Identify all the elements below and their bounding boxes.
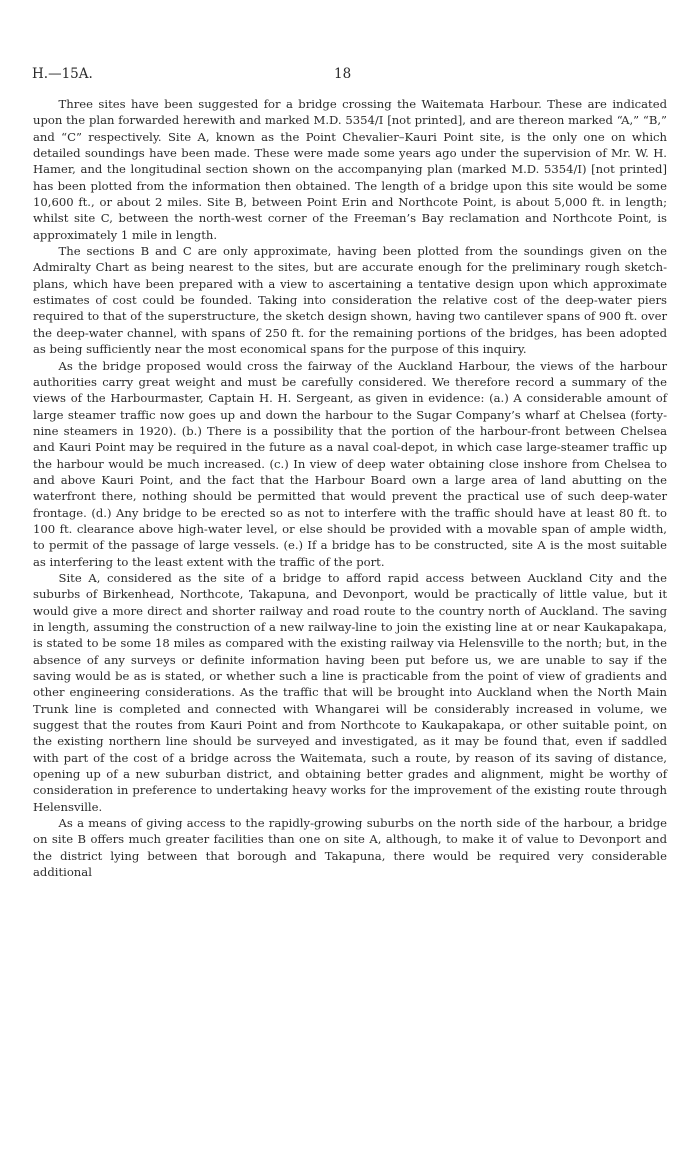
body-text: [33, 96, 667, 881]
paragraph: The sections B and C are only approximate, having been plotted from the soundings given on the Admiralty Chart as being nearest to the sites, but are accurate enough for the preliminary rough sketch-plans, which have been prepared with a view to ascertaining a tentative design upon which approximate estimates of cost could be founded. Taking into consideration the relative cost of the deep-water piers required to that of the superstructure, the sketch design shown, having two cantilever spans of 900 ft. over the deep-water channel, with spans of 250 ft. for the remaining portions of the bridges, has been adopted as being sufficiently near the most economical spans for the purpose of this inquiry.: [33, 244, 667, 357]
paragraph: As a means of giving access to the rapidly-growing suburbs on the north side of the harbour, a bridge on site B offers much greater facilities than one on site A, although, to make it of value to Devonport and the district lying between that borough and Takapuna, there would be required very considerable additional: [33, 816, 667, 880]
document-reference: H.—15A.: [32, 66, 93, 82]
paragraph: Three sites have been suggested for a bridge crossing the Waitemata Harbour. These are indicated upon the plan forwarded herewith and marked M.D. 5354/I [not printed], and are thereon marked “A,” “B,” and “C” respectively. Site A, known as the Point Chevalier–Kauri Point site, is the only one on which detailed soundings have been made. These were made some years ago under the supervision of Mr. W. H. Hamer, and the longitudinal section shown on the accompanying plan (marked M.D. 5354/I) [not printed] has been plotted from the information then obtained. The length of a bridge upon this site would be some 10,600 ft., or about 2 miles. Site B, between Point Erin and Northcote Point, is about 5,000 ft. in length; whilst site C, between the north-west corner of the Freeman’s Bay reclamation and Northcote Point, is approximately 1 mile in length.: [33, 97, 667, 242]
page-header: [32, 66, 668, 86]
paragraph: As the bridge proposed would cross the fairway of the Auckland Harbour, the views of the harbour authorities carry great weight and must be carefully considered. We therefore record a summary of the views of the Harbourmaster, Captain H. H. Sergeant, as given in evidence: (a.) A considerable amount of large steamer traffic now goes up and down the harbour to the Sugar Company’s wharf at Chelsea (forty-nine steamers in 1920). (b.) There is a possibility that the portion of the harbour-front between Chelsea and Kauri Point may be required in the future as a naval coal-depot, in which case large-steamer traffic up the harbour would be much increased. (c.) In view of deep water obtaining close inshore from Chelsea to and above Kauri Point, and the fact that the Harbour Board own a large area of land abutting on the waterfront there, nothing should be permitted that would prevent the practical use of such deep-water frontage. (d.) Any bridge to be erected so as not to interfere with the traffic should have at least 80 ft. to 100 ft. clearance above high-water level, or else should be provided with a movable span of ample width, to permit of the passage of large vessels. (e.) If a bridge has to be constructed, site A is the most suitable as interfering to the least extent with the traffic of the port.: [33, 358, 667, 569]
paragraph: Site A, considered as the site of a bridge to afford rapid access between Auckland City and the suburbs of Birkenhead, Northcote, Takapuna, and Devonport, would be practically of little value, but it would give a more direct and shorter railway and road route to the country north of Auckland. The saving in length, assuming the construction of a new railway-line to join the existing line at or near Kaukapakapa, is stated to be some 18 miles as compared with the existing railway via Helensville to the north; but, in the absence of any surveys or definite information having been put before us, we are unable to say if the saving would be as is stated, or whether such a line is practicable from the point of view of gradients and other engineering considerations. As the traffic that will be brought into Auckland when the North Main Trunk line is completed and connected with Whangarei will be considerably increased in volume, we suggest that the routes from Kauri Point and from Northcote to Kaukapakapa, or other suitable point, on the existing northern line should be surveyed and investigated, as it may be found that, even if saddled with part of the cost of a bridge across the Waitemata, such a route, by reason of its saving of distance, opening up of a new suburban district, and obtaining better grades and alignment, might be worthy of consideration in preference to undertaking heavy works for the improvement of the existing route through Helensville.: [33, 570, 667, 814]
page-number: 18: [334, 66, 352, 82]
